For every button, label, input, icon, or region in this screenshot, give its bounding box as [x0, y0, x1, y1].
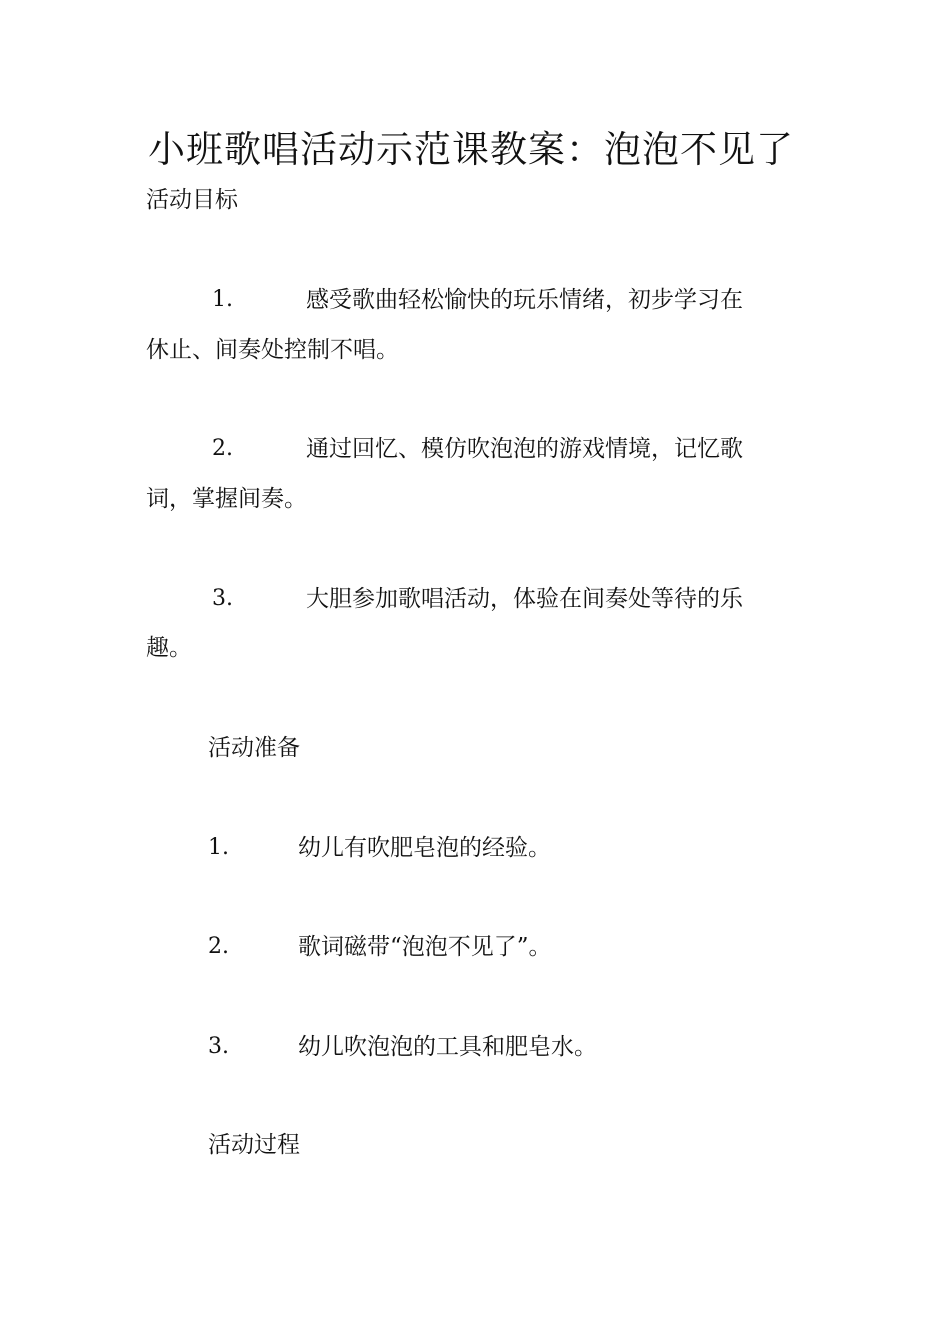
goal-1-line-2: 休止、间奏处控制不唱。	[146, 337, 399, 363]
goal-1-line-1: 感受歌曲轻松愉快的玩乐情绪，初步学习在	[306, 287, 743, 313]
goal-3-line-1: 大胆参加歌唱活动，体验在间奏处等待的乐	[306, 586, 743, 612]
goal-1-number: 1.	[212, 287, 233, 312]
goal-3-number: 3.	[212, 586, 233, 611]
document-title: 小班歌唱活动示范课教案：泡泡不见了	[148, 128, 794, 171]
section-heading-goals: 活动目标	[146, 187, 238, 213]
prep-3-number: 3.	[208, 1034, 229, 1059]
prep-2-text: 歌词磁带“泡泡不见了”。	[298, 934, 552, 960]
prep-1-text: 幼儿有吹肥皂泡的经验。	[298, 835, 551, 861]
section-heading-preparation: 活动准备	[208, 735, 300, 761]
goal-2-line-1: 通过回忆、模仿吹泡泡的游戏情境，记忆歌	[306, 436, 743, 462]
goal-2-number: 2.	[212, 436, 233, 461]
goal-3-line-2: 趣。	[146, 635, 192, 661]
prep-3-text: 幼儿吹泡泡的工具和肥皂水。	[298, 1034, 597, 1060]
goal-2-line-2: 词，掌握间奏。	[146, 486, 307, 512]
section-heading-process: 活动过程	[208, 1132, 300, 1158]
prep-2-number: 2.	[208, 934, 229, 959]
prep-1-number: 1.	[208, 835, 229, 860]
